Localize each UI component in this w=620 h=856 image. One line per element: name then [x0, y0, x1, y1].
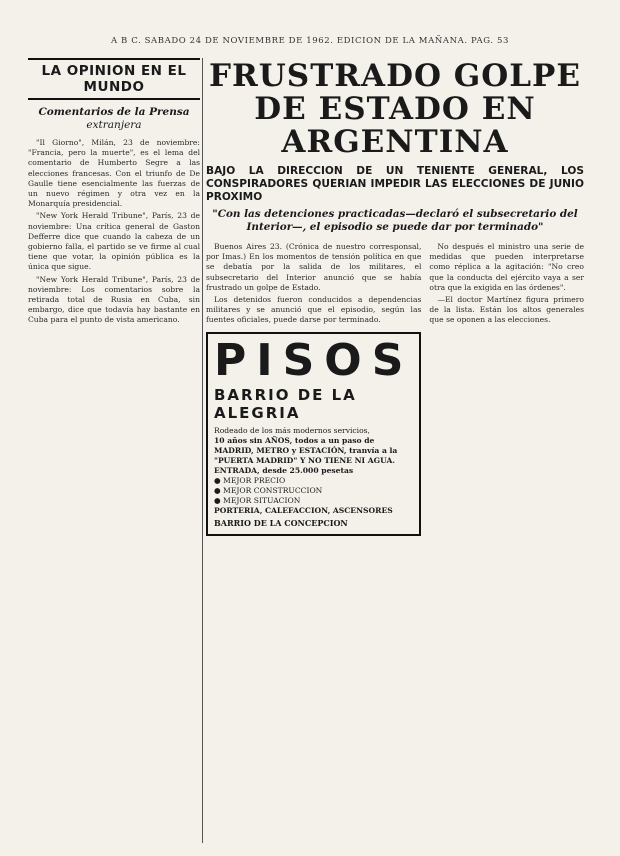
lead-paragraph: Buenos Aires 23. (Crónica de nuestro corresponsal, por Imas.) En los momentos de tensión política en que se debatía por la salida de los militares, el subsecretario del Interior anunció que se había frustrado un golpe de Estado.	[206, 242, 422, 292]
ad-line: ENTRADA, desde 25.000 pesetas	[214, 465, 354, 475]
ad-line: Rodeado de los más modernos servicios,	[214, 425, 370, 435]
section-subtitle	[28, 106, 200, 132]
article-left-column	[206, 238, 421, 536]
column-divider	[202, 58, 203, 843]
opinion-column	[28, 58, 200, 848]
article-right-column	[429, 238, 584, 536]
lead-text	[206, 242, 421, 326]
main-headline: FRUSTRADO GOLPE DE ESTADO EN ARGENTINA	[209, 58, 581, 160]
opinion-body	[28, 138, 200, 326]
article-deck: BAJO LA DIRECCION DE UN TENIENTE GENERAL, LOS CONSPIRADORES QUERIAN IMPEDIR LAS ELECCIONES DE JUNIO PROXIMO	[206, 165, 584, 203]
ad-title: PISOS	[214, 334, 414, 386]
main-article	[206, 58, 584, 848]
continuation-paragraph: —El doctor Martínez figura primero de la lista. Están los altos generales que se oponen a las elecciones.	[429, 295, 584, 325]
ad-line: ● MEJOR SITUACION	[214, 495, 301, 505]
section-title: LA OPINION EN EL MUNDO	[28, 58, 200, 100]
continuation-paragraph: No después el ministro una serie de medidas que pueden interpretarse como réplica a la agitación: "No creo que la conducta del ejército vaya a ser otra que la exigida en las órdenes".	[429, 242, 584, 292]
ad-lines	[214, 426, 413, 516]
subtitle-line-1: Comentarios de la Prensa	[38, 106, 190, 118]
ad-subtitle: BARRIO DE LA ALEGRIA	[214, 385, 357, 422]
ad-line: 10 años sin AÑOS, todos a un paso de	[214, 435, 375, 445]
continuation-text	[429, 242, 584, 326]
advertisement-box	[206, 332, 421, 536]
opinion-paragraph: "New York Herald Tribune", París, 23 de noviembre: Una crítica general de Gaston Defferre dice que cuando la cabeza de un gobierno falla, el partido se ve firme al cual tiene que votar, la opinión pública es la única que sigue.	[28, 211, 200, 272]
subtitle-line-2: extranjera	[86, 119, 142, 131]
ad-line: "PUERTA MADRID" Y NO TIENE NI AGUA.	[214, 455, 396, 465]
opinion-paragraph: "New York Herald Tribune", París, 23 de noviembre: Los comentarios sobre la retirada total de Rusia en Cuba, sin embargo, dice que todavía hay bastante en Cuba para el punto de vista americano.	[28, 274, 200, 325]
ad-line: MADRID, METRO y ESTACIÓN, tranvía a la	[214, 445, 398, 455]
ad-line: ● MEJOR CONSTRUCCION	[214, 485, 323, 495]
article-quote: "Con las detenciones practicadas—declaró el subsecretario del Interior—, el episodio se puede dar por terminado"	[212, 208, 578, 233]
article-columns	[206, 238, 584, 536]
opinion-paragraph: "Il Giorno", Milán, 23 de noviembre: "Francia, pero la muerte", es el lema del comentario de Humberto Segre a las elecciones francesas. Con el triunfo de De Gaulle tiene esencialmente las fuerzas de un nuevo régimen y otra vez en la Monarquía presidencial.	[28, 138, 200, 209]
ad-line: PORTERIA, CALEFACCION, ASCENSORES	[214, 505, 393, 515]
page-header: A B C. SABADO 24 DE NOVIEMBRE DE 1962. EDICION DE LA MAÑANA. PAG. 53	[111, 36, 509, 46]
ad-footer: BARRIO DE LA CONCEPCION	[214, 517, 348, 528]
ad-line: ● MEJOR PRECIO	[214, 475, 286, 485]
lead-paragraph: Los detenidos fueron conducidos a dependencias militares y se anunció que el episodio, según las fuentes oficiales, puede darse por terminado.	[206, 295, 422, 325]
